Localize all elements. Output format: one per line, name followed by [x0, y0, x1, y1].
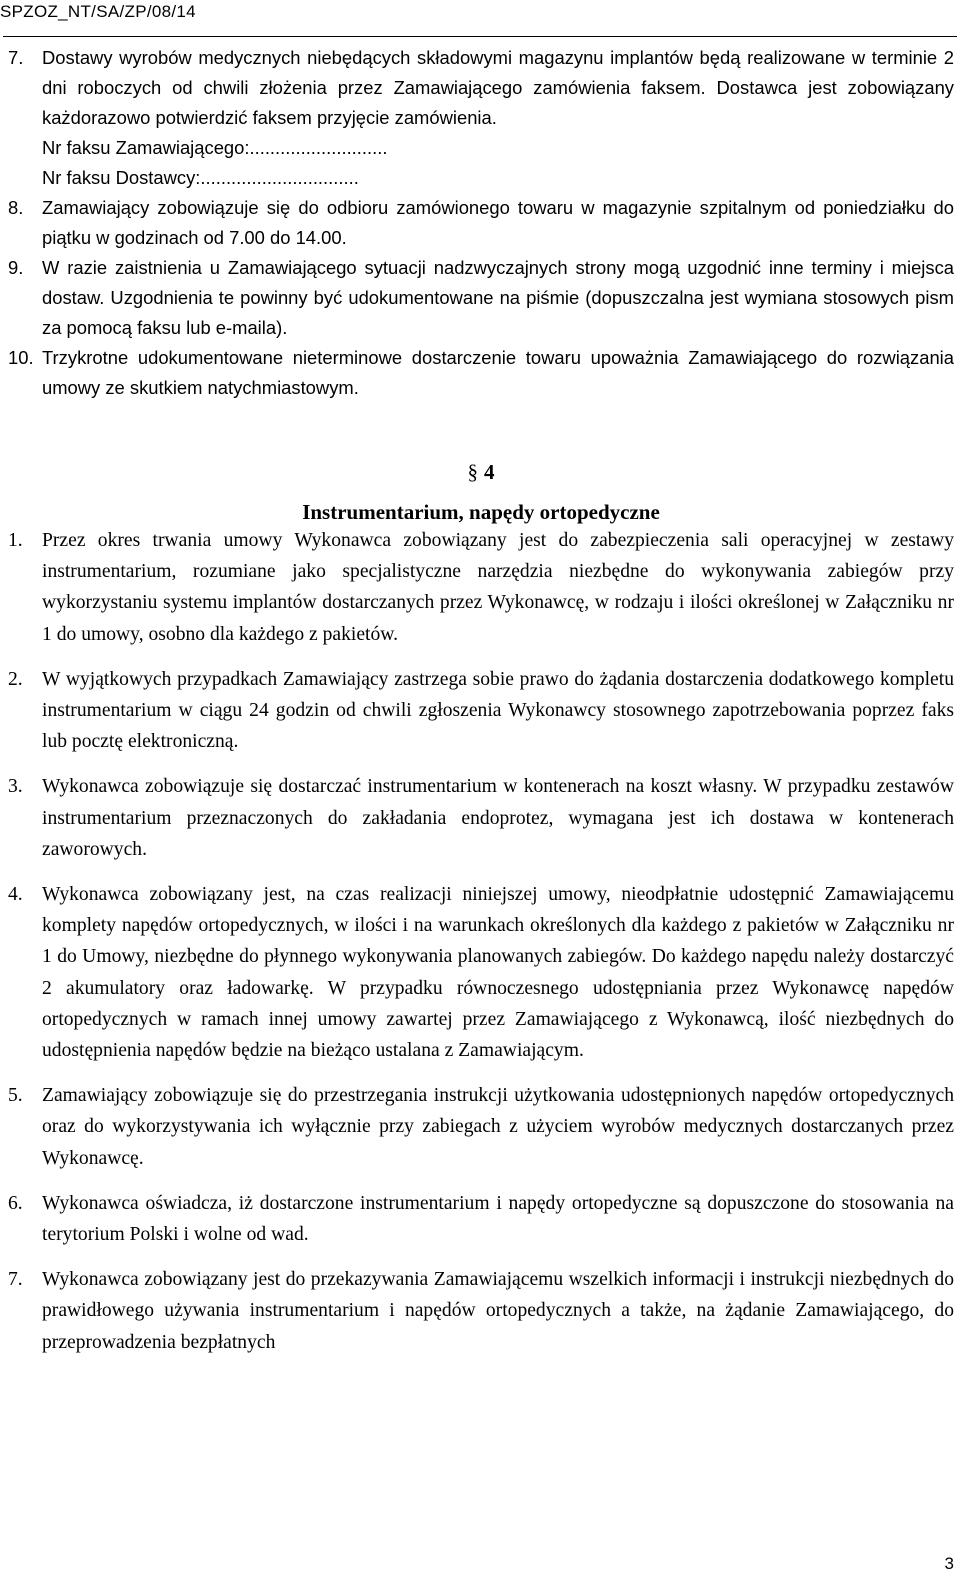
section-heading-number [8, 459, 954, 485]
list-item [8, 1264, 954, 1358]
document-code: SPZOZ_NT/SA/ZP/08/14 [0, 2, 196, 21]
list-item [8, 1188, 954, 1250]
item-number: 6. [8, 1192, 23, 1214]
section-title: Instrumentarium, napędy ortopedyczne [302, 500, 660, 524]
list-item [8, 771, 954, 865]
list-item [8, 525, 954, 650]
item-number: 2. [8, 668, 23, 690]
item-text: W wyjątkowych przypadkach Zamawiający zastrzega sobie prawo do żądania dostarczenia dodatkowego kompletu instrumentarium w ciągu 24 godzin od chwili zgłoszenia Wykonawcy stosownego zapotrzebowania poprzez faks lub pocztę elektroniczną. [42, 668, 954, 753]
fax-supplier-line: Nr faksu Dostawcy:............................... [42, 167, 359, 188]
top-items-list [8, 43, 954, 403]
item-number: 3. [8, 776, 23, 798]
item-number: 7. [8, 1269, 23, 1291]
item-number: 7. [8, 47, 24, 68]
list-item [8, 664, 954, 758]
document-body [8, 43, 954, 1358]
list-item [8, 253, 954, 343]
section-symbol: § [467, 460, 478, 484]
item-text: Przez okres trwania umowy Wykonawca zobowiązany jest do zabezpieczenia sali operacyjnej w zestawy instrumentarium, rozumiane jako specjalistyczne narzędzia niezbędne do wykonywania zabiegów przy wykorzystaniu systemu implantów dostarczanych przez Wykonawcę, w rodzaju i ilości określonej w Załączniku nr 1 do umowy, osobno dla każdego z pakietów. [42, 530, 954, 645]
item-number: 1. [8, 530, 23, 551]
item-text: Wykonawca zobowiązany jest do przekazywania Zamawiającemu wszelkich informacji i instrukcji niezbędnych do prawidłowego używania instrumentarium i napędów ortopedycznych a także, na żądanie Zamawiającego, do przeprowadzenia bezpłatnych [42, 1269, 954, 1353]
item-text: Zamawiający zobowiązuje się do przestrzegania instrukcji użytkowania udostępnionych napędów ortopedycznych oraz do wykorzystywania ich wyłącznie przy zabiegach z użyciem wyrobów medycznych dostarczanych przez Wykonawcę. [42, 1085, 954, 1169]
item-text: Wykonawca zobowiązuje się dostarczać instrumentarium w kontenerach na koszt własny. W przypadku zestawów instrumentarium przeznaczonych do zakładania endoprotez, wymagana jest ich dostawa w kontenerach zaworowych. [42, 776, 954, 860]
item-text: Wykonawca zobowiązany jest, na czas realizacji niniejszej umowy, nieodpłatnie udostępnić Zamawiającemu komplety napędów ortopedycznych, w ilości i na warunkach określonych dla każdego z pakietów w Załączniku nr 1 do Umowy, niezbędne do płynnego wykonywania planowanych zabiegów. Do każdego napędu należy dostarczyć 2 akumulatory oraz ładowarkę. W przypadku równoczesnego udostępniania przez Wykonawcę napędów ortopedycznych w ramach innej umowy zawartej przez Zamawiającego z Wykonawcą, ilość niezbędnych do udostępnienia napędów będzie na bieżąco ustalana z Zamawiającym. [42, 884, 954, 1062]
header-rule [3, 36, 957, 37]
item-text: Wykonawca oświadcza, iż dostarczone instrumentarium i napędy ortopedyczne są dopuszczone do stosowania na terytorium Polski i wolne od wad. [42, 1192, 954, 1246]
item-number: 4. [8, 884, 23, 906]
section-number: 4 [484, 460, 495, 484]
item-number: 9. [8, 257, 24, 278]
page-number: 3 [944, 1554, 954, 1573]
list-item [8, 343, 954, 403]
item-text: Trzykrotne udokumentowane nieterminowe dostarczenie towaru upoważnia Zamawiającego do rozwiązania umowy ze skutkiem natychmiastowym. [42, 347, 954, 398]
item-number: 8. [8, 197, 24, 218]
item-text: Dostawy wyrobów medycznych niebędących składowymi magazynu implantów będą realizowane w terminie 2 dni roboczych od chwili złożenia przez Zamawiającego zamówienia faksem. Dostawca jest zobowiązany każdorazowo potwierdzić faksem przyjęcie zamówienia. Nr faksu Zamawiającego:........................... Nr faksu Dostawcy:............................... [42, 43, 954, 193]
list-item [8, 43, 954, 193]
fax-orderer-line: Nr faksu Zamawiającego:........................... [42, 137, 388, 158]
section-items-list [8, 525, 954, 1358]
item-text: W razie zaistnienia u Zamawiającego sytuacji nadzwyczajnych strony mogą uzgodnić inne terminy i miejsca dostaw. Uzgodnienia te powinny być udokumentowane na piśmie (dopuszczalna jest wymiana stosowych pism za pomocą faksu lub e-maila). [42, 257, 954, 338]
item-text: Zamawiający zobowiązuje się do odbioru zamówionego towaru w magazynie szpitalnym od poniedziałku do piątku w godzinach od 7.00 do 14.00. [42, 197, 954, 248]
list-item [8, 879, 954, 1066]
list-item [8, 1080, 954, 1174]
item-number: 5. [8, 1085, 23, 1107]
item-number: 10. [8, 347, 34, 368]
list-item [8, 193, 954, 253]
